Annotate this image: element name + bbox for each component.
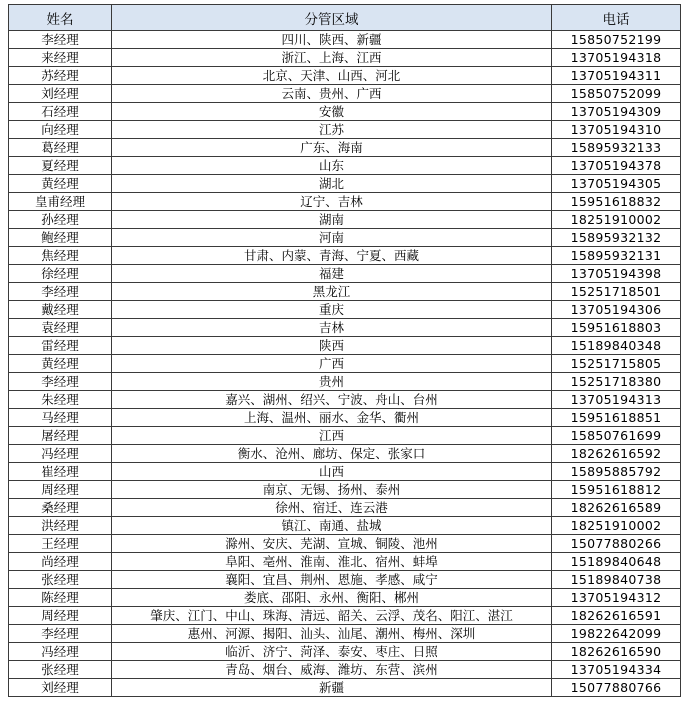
phone-cell[interactable]: 15077880766 (552, 679, 681, 697)
area-cell[interactable]: 阜阳、亳州、淮南、淮北、宿州、蚌埠 (112, 553, 552, 571)
name-cell[interactable]: 黄经理 (9, 175, 112, 193)
phone-cell[interactable]: 15189840348 (552, 337, 681, 355)
name-cell[interactable]: 黄经理 (9, 355, 112, 373)
name-cell[interactable]: 徐经理 (9, 265, 112, 283)
name-cell[interactable]: 葛经理 (9, 139, 112, 157)
name-cell[interactable]: 李经理 (9, 31, 112, 49)
table-row (9, 643, 681, 661)
area-cell[interactable]: 北京、天津、山西、河北 (112, 67, 552, 85)
phone-cell[interactable]: 13705194378 (552, 157, 681, 175)
table-row (9, 373, 681, 391)
table-row (9, 427, 681, 445)
area-cell[interactable]: 肇庆、江门、中山、珠海、清远、韶关、云浮、茂名、阳江、湛江 (112, 607, 552, 625)
table-row (9, 679, 681, 697)
table-row (9, 319, 681, 337)
manager-contact-table (8, 4, 681, 697)
table-row (9, 625, 681, 643)
name-cell[interactable]: 周经理 (9, 481, 112, 499)
phone-cell[interactable]: 13705194313 (552, 391, 681, 409)
area-cell[interactable]: 娄底、邵阳、永州、衡阳、郴州 (112, 589, 552, 607)
phone-cell[interactable]: 15951618812 (552, 481, 681, 499)
name-cell[interactable]: 桑经理 (9, 499, 112, 517)
phone-cell[interactable]: 15895932133 (552, 139, 681, 157)
name-cell[interactable]: 马经理 (9, 409, 112, 427)
area-cell[interactable]: 浙江、上海、江西 (112, 49, 552, 67)
area-cell[interactable]: 徐州、宿迁、连云港 (112, 499, 552, 517)
table-row (9, 589, 681, 607)
phone-cell[interactable]: 13705194318 (552, 49, 681, 67)
table-row (9, 211, 681, 229)
area-cell[interactable]: 襄阳、宜昌、荆州、恩施、孝感、咸宁 (112, 571, 552, 589)
table-row (9, 463, 681, 481)
area-cell[interactable]: 湖南 (112, 211, 552, 229)
table-row (9, 103, 681, 121)
name-cell[interactable]: 陈经理 (9, 589, 112, 607)
table-row (9, 31, 681, 49)
area-cell[interactable]: 嘉兴、湖州、绍兴、宁波、舟山、台州 (112, 391, 552, 409)
name-cell[interactable]: 石经理 (9, 103, 112, 121)
name-cell[interactable]: 屠经理 (9, 427, 112, 445)
name-cell[interactable]: 李经理 (9, 625, 112, 643)
table-row (9, 391, 681, 409)
phone-cell[interactable]: 19822642099 (552, 625, 681, 643)
table-row (9, 85, 681, 103)
table-row (9, 571, 681, 589)
phone-cell[interactable]: 13705194305 (552, 175, 681, 193)
area-cell[interactable]: 四川、陕西、新疆 (112, 31, 552, 49)
name-cell[interactable]: 苏经理 (9, 67, 112, 85)
area-cell[interactable]: 陕西 (112, 337, 552, 355)
phone-cell[interactable]: 15951618832 (552, 193, 681, 211)
name-cell[interactable]: 李经理 (9, 373, 112, 391)
phone-cell[interactable]: 15850752199 (552, 31, 681, 49)
name-cell[interactable]: 尚经理 (9, 553, 112, 571)
area-cell[interactable]: 青岛、烟台、威海、潍坊、东营、滨州 (112, 661, 552, 679)
name-cell[interactable]: 李经理 (9, 283, 112, 301)
table-row (9, 517, 681, 535)
table-row (9, 661, 681, 679)
name-cell[interactable]: 洪经理 (9, 517, 112, 535)
area-cell[interactable]: 黑龙江 (112, 283, 552, 301)
name-cell[interactable]: 孙经理 (9, 211, 112, 229)
area-cell[interactable]: 临沂、济宁、菏泽、泰安、枣庄、日照 (112, 643, 552, 661)
phone-cell[interactable]: 13705194310 (552, 121, 681, 139)
area-cell[interactable]: 江苏 (112, 121, 552, 139)
name-cell[interactable]: 朱经理 (9, 391, 112, 409)
area-cell[interactable]: 滁州、安庆、芜湖、宣城、铜陵、池州 (112, 535, 552, 553)
header-row (9, 5, 681, 31)
table-row (9, 175, 681, 193)
area-cell[interactable]: 湖北 (112, 175, 552, 193)
phone-cell[interactable]: 15895885792 (552, 463, 681, 481)
name-cell[interactable]: 皇甫经理 (9, 193, 112, 211)
table-row (9, 265, 681, 283)
table-row (9, 139, 681, 157)
area-cell[interactable]: 广西 (112, 355, 552, 373)
table-row (9, 121, 681, 139)
phone-cell[interactable]: 15251715805 (552, 355, 681, 373)
phone-cell[interactable]: 18262616592 (552, 445, 681, 463)
phone-cell[interactable]: 15951618803 (552, 319, 681, 337)
area-cell[interactable]: 甘肃、内蒙、青海、宁夏、西藏 (112, 247, 552, 265)
table-row (9, 247, 681, 265)
area-cell[interactable]: 辽宁、吉林 (112, 193, 552, 211)
phone-cell[interactable]: 15895932132 (552, 229, 681, 247)
table-body (9, 31, 681, 697)
area-cell[interactable]: 广东、海南 (112, 139, 552, 157)
name-cell[interactable]: 袁经理 (9, 319, 112, 337)
name-cell[interactable]: 雷经理 (9, 337, 112, 355)
phone-cell[interactable]: 18262616590 (552, 643, 681, 661)
table-row (9, 355, 681, 373)
table-row (9, 481, 681, 499)
table-row (9, 229, 681, 247)
name-cell[interactable]: 刘经理 (9, 85, 112, 103)
phone-cell[interactable]: 13705194312 (552, 589, 681, 607)
table-row (9, 553, 681, 571)
table-row (9, 535, 681, 553)
table-row (9, 67, 681, 85)
table-row (9, 193, 681, 211)
spreadsheet (8, 4, 681, 697)
area-cell[interactable]: 江西 (112, 427, 552, 445)
name-cell[interactable]: 周经理 (9, 607, 112, 625)
phone-cell[interactable]: 15077880266 (552, 535, 681, 553)
name-cell[interactable]: 崔经理 (9, 463, 112, 481)
name-cell[interactable]: 向经理 (9, 121, 112, 139)
name-cell[interactable]: 来经理 (9, 49, 112, 67)
name-cell[interactable]: 冯经理 (9, 445, 112, 463)
area-cell[interactable]: 福建 (112, 265, 552, 283)
area-cell[interactable]: 重庆 (112, 301, 552, 319)
phone-cell[interactable]: 13705194311 (552, 67, 681, 85)
phone-cell[interactable]: 18262616591 (552, 607, 681, 625)
phone-cell[interactable]: 18251910002 (552, 211, 681, 229)
name-cell[interactable]: 鲍经理 (9, 229, 112, 247)
phone-cell[interactable]: 15895932131 (552, 247, 681, 265)
table-row (9, 607, 681, 625)
name-cell[interactable]: 冯经理 (9, 643, 112, 661)
phone-cell[interactable]: 13705194398 (552, 265, 681, 283)
phone-cell[interactable]: 18251910002 (552, 517, 681, 535)
name-cell[interactable]: 张经理 (9, 571, 112, 589)
area-cell[interactable]: 南京、无锡、扬州、泰州 (112, 481, 552, 499)
area-cell[interactable]: 安徽 (112, 103, 552, 121)
area-cell[interactable]: 云南、贵州、广西 (112, 85, 552, 103)
phone-cell[interactable]: 15850752099 (552, 85, 681, 103)
area-cell[interactable]: 山东 (112, 157, 552, 175)
name-cell[interactable]: 戴经理 (9, 301, 112, 319)
header-phone[interactable]: 电话 (552, 5, 681, 31)
name-cell[interactable]: 刘经理 (9, 679, 112, 697)
area-cell[interactable]: 惠州、河源、揭阳、汕头、汕尾、潮州、梅州、深圳 (112, 625, 552, 643)
phone-cell[interactable]: 13705194306 (552, 301, 681, 319)
area-cell[interactable]: 镇江、南通、盐城 (112, 517, 552, 535)
area-cell[interactable]: 山西 (112, 463, 552, 481)
phone-cell[interactable]: 15189840648 (552, 553, 681, 571)
area-cell[interactable]: 河南 (112, 229, 552, 247)
header-area[interactable]: 分管区域 (112, 5, 552, 31)
phone-cell[interactable]: 15189840738 (552, 571, 681, 589)
table-row (9, 409, 681, 427)
table-row (9, 49, 681, 67)
phone-cell[interactable]: 15251718501 (552, 283, 681, 301)
area-cell[interactable]: 上海、温州、丽水、金华、衢州 (112, 409, 552, 427)
phone-cell[interactable]: 13705194309 (552, 103, 681, 121)
table-row (9, 157, 681, 175)
name-cell[interactable]: 张经理 (9, 661, 112, 679)
header-name[interactable]: 姓名 (9, 5, 112, 31)
table-row (9, 337, 681, 355)
table-row (9, 283, 681, 301)
table-row (9, 499, 681, 517)
phone-cell[interactable]: 15251718380 (552, 373, 681, 391)
area-cell[interactable]: 贵州 (112, 373, 552, 391)
phone-cell[interactable]: 15850761699 (552, 427, 681, 445)
table-row (9, 445, 681, 463)
name-cell[interactable]: 夏经理 (9, 157, 112, 175)
area-cell[interactable]: 衡水、沧州、廊坊、保定、张家口 (112, 445, 552, 463)
phone-cell[interactable]: 15951618851 (552, 409, 681, 427)
area-cell[interactable]: 新疆 (112, 679, 552, 697)
name-cell[interactable]: 王经理 (9, 535, 112, 553)
name-cell[interactable]: 焦经理 (9, 247, 112, 265)
area-cell[interactable]: 吉林 (112, 319, 552, 337)
table-row (9, 301, 681, 319)
phone-cell[interactable]: 18262616589 (552, 499, 681, 517)
phone-cell[interactable]: 13705194334 (552, 661, 681, 679)
